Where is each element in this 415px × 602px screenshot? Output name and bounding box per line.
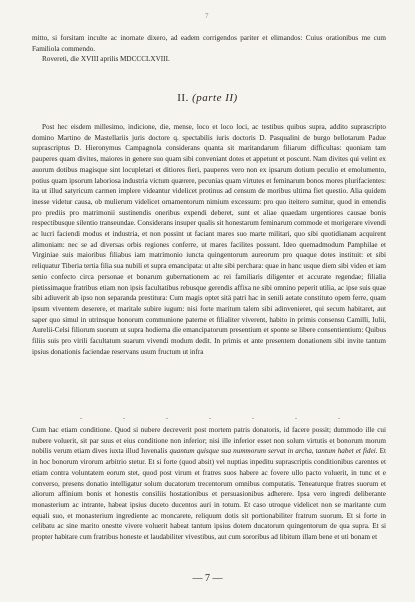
body-text-part1 [32,122,386,357]
page-number: — 7 — [192,573,223,584]
body-paragraph-1: Post hec eisdem millesimo, indicione, die, mense, loco et loco loci, ac testibus quibus supra, addito suprascripto domino Martino de Mastellariis juris doctore q. spectabilis iuris doctoris D. Pasqualini de burgo bellotarum Padue suprascriptus D. Hieronymus Campagnola considerans quanta sit maritandarum filiarum difficultas: quoniam tam pauperes quam divites, maiores in genere suo quam sibi conveniant dotes et appetunt et poscunt. Nam divites qui velint ex auorum dotibus magisque sint locupletari et ditiores fieri, pauperes vero non ex ipsarum dotium peculio et emolumento, potius quam ipsorum laboriosa industria victum quærere, pecunias quam virtutes et feminarum bonos mores plurifacientes: ita ut illud satyricum carmen implere videantur videlicet protinus ad censum de moribus ultima fiet questio. Alia quidem inesse videtur causa, ob mulierum videlicet ornamentorum nimium excessum: pro quo iteitero sumitur, quod in emendis pro prediis pro matrimonii sustinendis oneribus expendi deberet, sunt et aliae quaedam urgentiores causae bonis respectibusque silentio transeundae. Considerans insuper qualis sit honestarum feminarum commode et morigerare vivendi ac lucri faciendi modus et industria, et non possint ut faciant mares suo marte militari, quo sibi quotidianam acquirent alimoniam: nec se ad diversas orbis regiones conferre, ut mares facilites possunt. Ideo quemadmodum Pamphilae et Virginiae suis maioribus filiabus iam matrimonio iuncta quingentorum aureorum pro quaque dotes instituit: et sibi reliquatur Tiberia tertia filia sua nubili et supra emancipata: ut alte sibi perchara: quae in hanc usque diem sibi video et iam senio confecto circa personae et bonarum gubernationem ac rei familiaris diligenter et accurate regendae; filialia pietissimaque fratribus etiam non ipsis facultatibus rebusque gerendis affixa ne sibi omnino peperit utilia, ac ipse suis quae sibi adiuverit ab ipso non separanda prestitura: Cum magis optet sitä patri hac in senili aetate constituto opem ferre, quam ipsum viventem deserere, et maritale subire iugum: nisi forte maritum talem sibi adinvenieret, qui secum habitaret, aut saper quo simul in utrinsque honorum communione paterne et filialiter viverent, habito in primis consensu Camilli, Iulii, Aurelii-Celsi filiorum suorum ut supra hodierna die emancipatorum presentium et sponte se libere consentientium: Quibus filiis suis pro virili facultatum suarum vivendi modum dedit. In primis et ante presentem donationem sibi invite tantum ipsius donationis faciendae reservans usum fructum ut infra [32,123,386,356]
section-heading [0,92,415,104]
heading-part: (parte II) [192,92,238,104]
separator-dot: . [252,412,254,421]
separator-dot: . [295,412,297,421]
separator-dot: . [338,412,340,421]
heading-roman: II. [177,92,189,104]
body2-text-after-quote: Et in hoc bonorum virorum arbitrio stetur. Et si forte (quod absit) vel nuptias inpeditu suprascriptis conditionibus carentes et etiam contra voluntatem eorum stet, quod post virum et fratres suos habere ac fovere ullo pacto voluerit, in tunc et e converso, presens donatio intelligatur solum ducatorum trecentorum omnibus computatis. Teneaturque fratres suorum et aliorum affinium bonis et honestis consiliis hostationibus et persuasionibus adherere. Ipsa vero ingredi deliberante monasterium ac intrante, habeat ipsius duceto ducentos auri in totum. Et caso utroque videlicet non se maritante cum equali suo, et monasterium ingrediente ac moncarete, reliquum dotis sit portionabiliter fratrum suorum. Et si forte in celibatu ac sine marito onestte vivere voluerit habeat tantum ipsius dotem ducatorum quingentorum de qua supra. Et si propter habitare cum fratribus honeste et laudabiliter vivestibus, aut cum sororibus ad libitum illam bene et uti bonam et [32,447,387,542]
body-text-part2 [32,425,386,543]
juvenal-quote: quantum quisque sua nummorum servat in archa, tantum habet et fidei. [169,447,378,456]
intro-paragraph: mitto, si forsitam inculte ac inornate dixero, ad eadem corrigendos pariter et elimandos: Cuius orationibus me cum Familiola commendo. [32,34,386,53]
separator-dot: . [166,412,168,421]
ellipsis-separator [80,412,340,421]
separator-dot: . [209,412,211,421]
body-paragraph-2 [32,425,386,543]
intro-block [32,33,386,65]
separator-dot: . [80,412,82,421]
body2-text-before-quote: Cum hac etiam conditione. Quod si nubere decreverit post mortem patris donatoris, id facere possit; dummodo ille cui nubere voluerit, sit par suus et eius conditione non inferior; nisi ille inferior esset non solum virtutis et bonorum morum nobilis verum etiam dives iuxta illud Iuvenalis [32,426,386,456]
dateline: Rovereti, die XVIII aprilis MDCCCLXVIII. [42,55,170,64]
separator-dot: . [123,412,125,421]
corner-mark: 7 [205,12,209,20]
